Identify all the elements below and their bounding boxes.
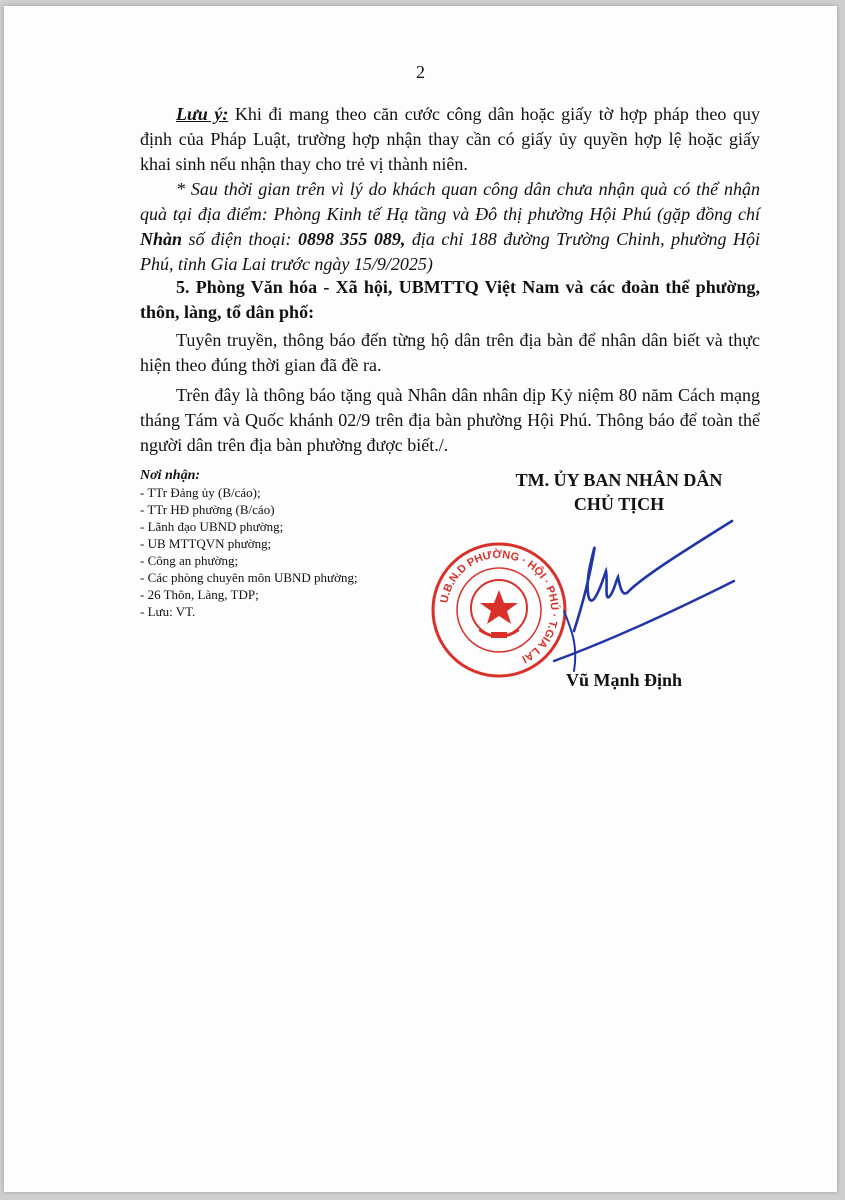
- closing-paragraph: Trên đây là thông báo tặng quà Nhân dân nhân dịp Kỷ niệm 80 năm Cách mạng tháng Tám và Quốc khánh 02/9 trên địa bàn phường Hội Phú. Thông báo để toàn thể người dân trên địa bàn phường được biết./.: [140, 385, 760, 455]
- recipient-item: - UB MTTQVN phường;: [140, 536, 272, 551]
- seal-text: U.B.N.D PHƯỜNG · HỘI · PHÚ · T.GIA LAI: [438, 548, 561, 666]
- recipient-item: - TTr HĐ phường (B/cáo): [140, 502, 275, 517]
- page-number: 2: [416, 62, 425, 82]
- recipient-item: - 26 Thôn, Làng, TDP;: [140, 587, 259, 602]
- signer-name: Vũ Mạnh Định: [565, 670, 683, 690]
- recipient-item: - Công an phường;: [140, 553, 239, 568]
- recipient-item: - TTr Đảng ủy (B/cáo);: [140, 485, 261, 500]
- recipient-item: - Các phòng chuyên môn UBND phường;: [140, 570, 358, 585]
- section5-heading-block: [140, 275, 760, 325]
- after-time-paragraph: [140, 177, 760, 277]
- closing-block: [140, 383, 760, 458]
- handwritten-signature: [534, 511, 744, 681]
- contact-name: Nhàn: [140, 229, 183, 249]
- recipients-title: Nơi nhận:: [140, 468, 201, 483]
- document-page: [4, 6, 837, 1192]
- section5-heading: 5. Phòng Văn hóa - Xã hội, UBMTTQ Việt Nam và các đoàn thể phường, thôn, làng, tổ dân phố:: [140, 277, 760, 322]
- section5-body-block: [140, 328, 760, 378]
- contact-phone: 0898 355 089,: [297, 229, 406, 249]
- note-label: Lưu ý:: [176, 104, 229, 124]
- signature-position: CHỦ TỊCH: [573, 494, 665, 514]
- after-time-text-1: * Sau thời gian trên vì lý do khách quan công dân chưa nhận quà có thể nhận quà tại địa điểm: Phòng Kinh tế Hạ tầng và Đô thị phường Hội Phú (gặp đồng chí: [140, 179, 760, 224]
- after-time-text-3: địa chỉ 188 đường Trường Chinh, phường Hội Phú, tỉnh Gia Lai trước ngày 15/9/2025): [140, 229, 760, 274]
- note-paragraph: [140, 102, 760, 177]
- signature-org: TM. ỦY BAN NHÂN DÂN: [515, 470, 723, 490]
- signature-title-block: [474, 468, 764, 516]
- recipient-item: - Lãnh đạo UBND phường;: [140, 519, 284, 534]
- recipients-list: [140, 484, 440, 620]
- section5-body: Tuyên truyền, thông báo đến từng hộ dân trên địa bàn để nhân dân biết và thực hiện theo đúng thời gian đã đề ra.: [140, 330, 760, 375]
- note-text: Khi đi mang theo căn cước công dân hoặc giấy tờ hợp pháp theo quy định của Pháp Luật, trường hợp nhận thay cần có giấy ủy quyền hợp lệ hoặc giấy khai sinh nếu nhận thay cho trẻ vị thành niên.: [140, 104, 760, 174]
- recipients-block: [140, 467, 440, 620]
- after-time-text-2: số điện thoại:: [182, 229, 298, 249]
- recipient-item: - Lưu: VT.: [140, 604, 196, 619]
